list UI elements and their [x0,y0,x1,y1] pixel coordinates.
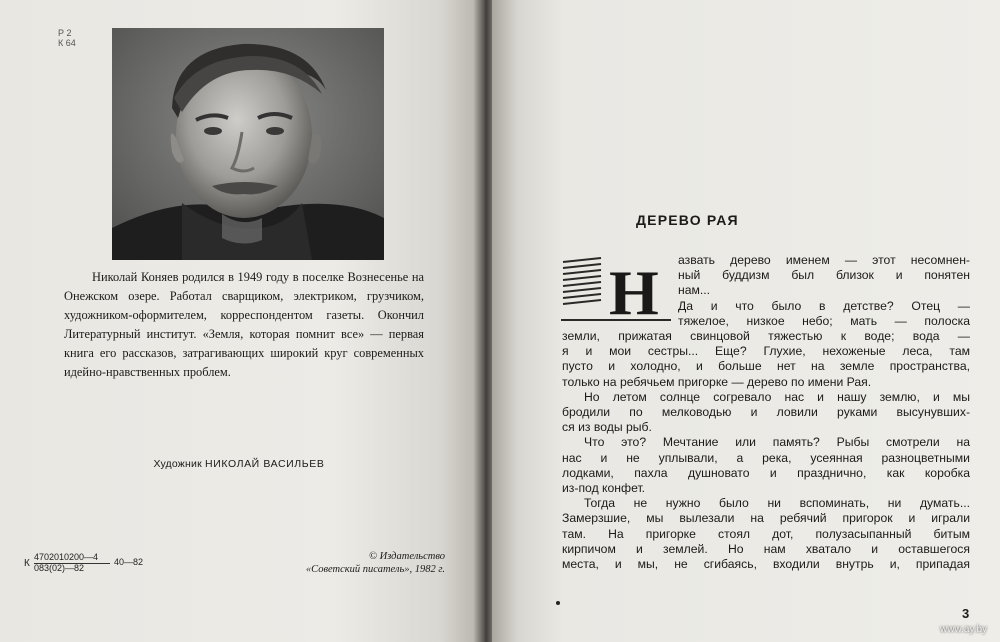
paragraph-1 [562,253,970,299]
left-page [0,0,478,642]
page-number: 3 [962,606,970,621]
catalog-numerator: 4702010200—4 [34,552,99,562]
text-line: кирпичом и землей. Но нам хватало и оставшегося [562,541,970,556]
artist-name: НИКОЛАЙ ВАСИЛЬЕВ [205,458,325,470]
corner-code-line-1: Р 2 [58,28,72,38]
corner-code-line-2: К 64 [58,38,76,48]
catalog-code: 40—82 [114,557,144,567]
text-line: азвать дерево именем — этот несомнен- [678,253,970,267]
text-line: ся из воды рыб. [562,420,652,435]
text-line: земли, прижатая свинцовой тяжестью к воде; вода — [562,329,970,344]
publisher-copyright [250,550,445,576]
drop-cap-letter: Н [609,257,659,324]
portrait-illustration [112,28,384,260]
biography-paragraph: Николай Коняев родился в 1949 году в поселке Вознесенье на Онежском озере. Работал сварщиком, электриком, грузчиком, художником-оформителем, корреспондентом газеты. Окончил Литературный институт. «Земля, которая помнит все» — первая книга его рассказов, затрагивающих широкий круг современных идейно-нравственных проблем. [64,270,424,379]
text-line: только на ребячьем пригорке — дерево по имени Рая. [562,374,872,389]
publisher-line-2: «Советский писатель», 1982 г. [305,564,445,575]
watermark-text: www.ay.by [940,624,988,635]
text-line: Тогда не нужно было ни вспоминать, ни думать... [584,496,970,511]
catalog-letter: К [24,558,30,569]
text-line: Да и что было в детстве? Отец — [678,298,970,313]
artist-credit [0,458,478,470]
catalog-denominator: 083(02)—82 [34,563,85,573]
text-line: пусто и холодно, и больше нет на земле пространства, [562,359,970,374]
author-biography [64,268,424,382]
catalog-corner-code [58,28,88,48]
text-line: лодками, пахла душновато и празднично, как коробка [562,465,970,480]
ink-dot [556,601,560,605]
text-line: нас и не уплывали, а река, усеянная разноцветными [562,450,970,465]
text-line: бродили по мелководью и ловили руками высунувших- [562,405,970,420]
text-line: Но летом солнце согревало нас и нашу землю, и мы [584,389,970,404]
paragraph-2 [562,299,970,390]
text-line: Что это? Мечтание или память? Рыбы смотрели на [584,435,970,450]
author-portrait-photo [112,28,384,260]
text-line: Замерзшие, мы вылезали на ребячий пригорок и играли [562,511,970,526]
text-line: из-под конфет. [562,481,646,496]
paragraph-4 [562,435,970,496]
story-text [562,253,970,572]
artist-label: Художник [153,458,202,470]
text-line: места, и мы, не сгибаясь, входили внутрь и, припадая [562,557,970,572]
publisher-line-1: © Издательство [369,551,445,562]
story-title: ДЕРЕВО РАЯ [636,212,739,228]
text-line: я и мои сестры... Еще? Глухие, нехоженые леса, там [562,344,970,359]
paragraph-3 [562,390,970,436]
text-line: тяжелое, низкое небо; мать — полоска [678,313,970,328]
text-line: нам... [678,283,711,298]
text-line: там. На пригорке стоял дот, полузасыпанный битым [562,526,970,541]
text-line: ный буддизм был близок и понятен [678,268,970,283]
paragraph-5 [562,496,970,572]
